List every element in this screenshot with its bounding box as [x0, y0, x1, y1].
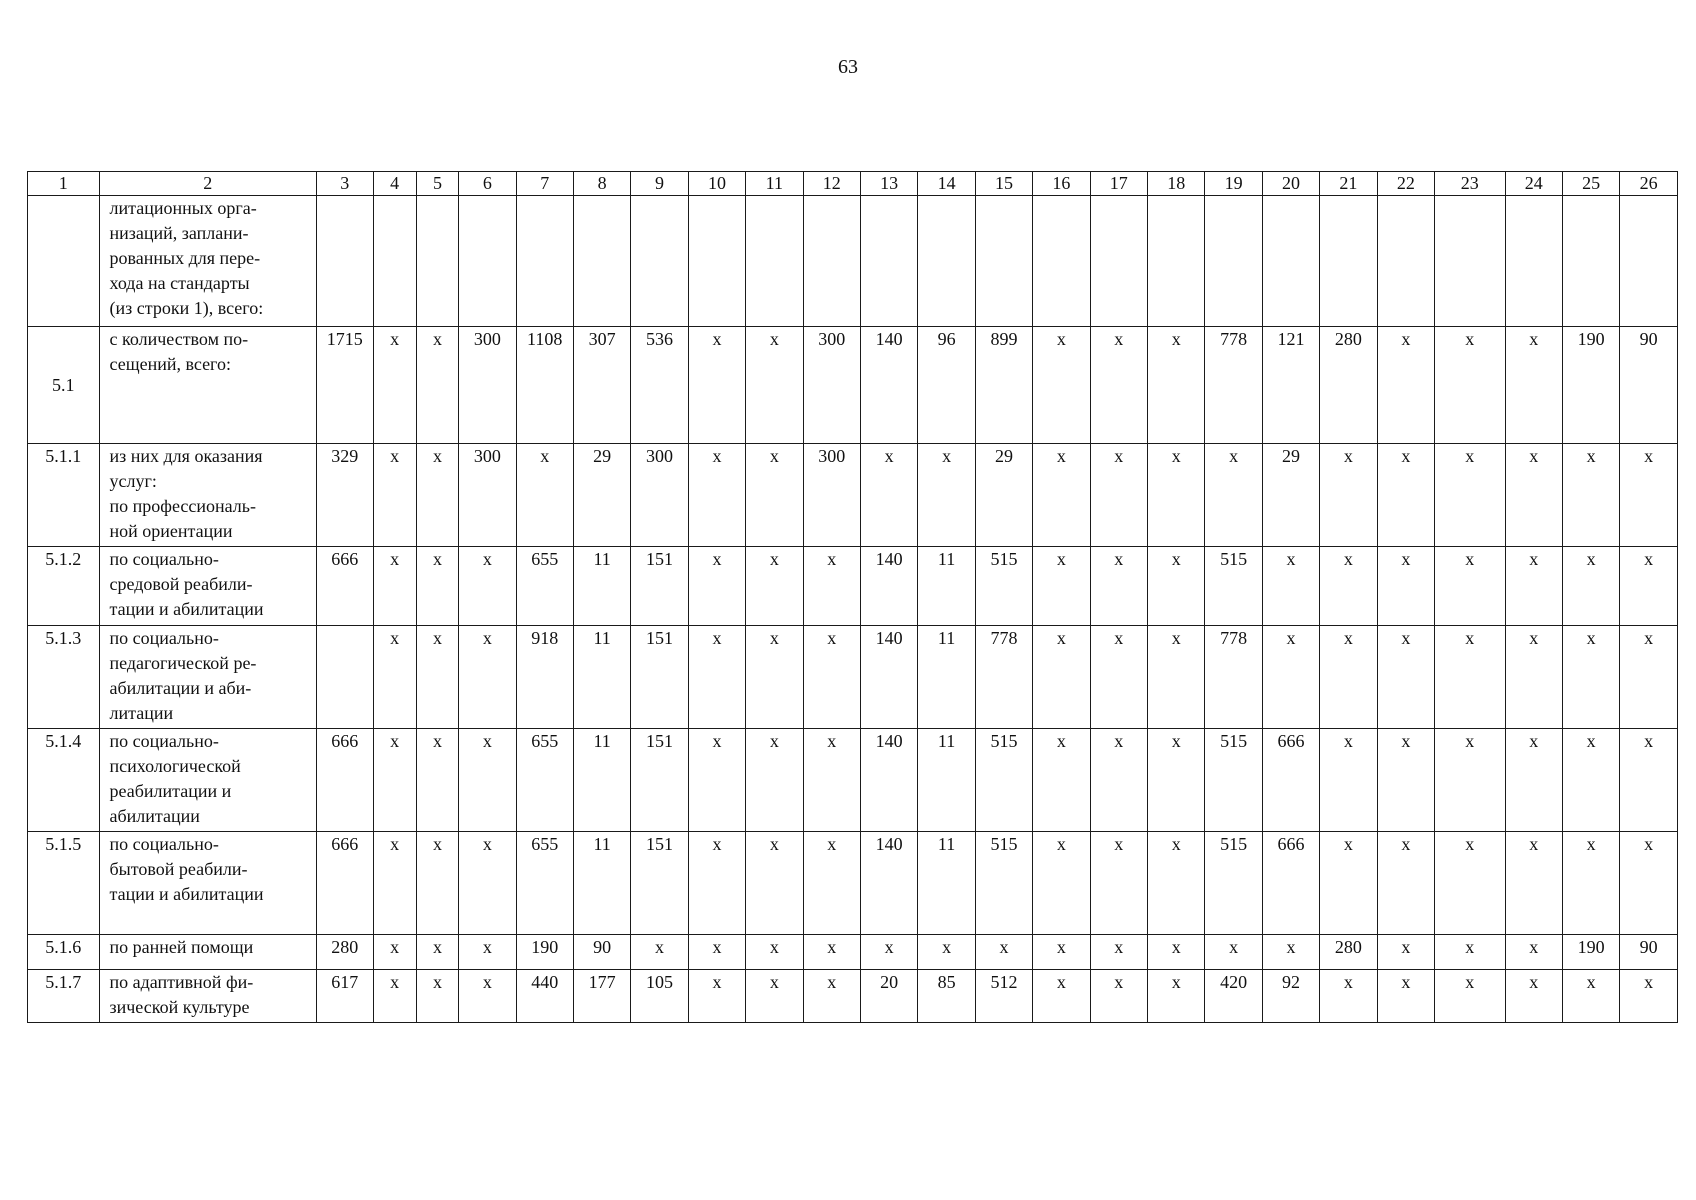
table-cell: х [1033, 970, 1090, 1023]
table-cell: х [746, 832, 803, 935]
table-cell: х [1620, 970, 1678, 1023]
row-number: 5.1.7 [28, 970, 100, 1023]
table-cell: х [1435, 729, 1506, 832]
table-cell: х [1090, 832, 1147, 935]
table-cell: 11 [918, 547, 975, 626]
table-cell: 1108 [516, 327, 573, 444]
table-cell: 617 [317, 970, 373, 1023]
table-cell [688, 196, 745, 327]
table-row [28, 832, 1678, 935]
table-cell [1033, 196, 1090, 327]
table-cell: х [1320, 729, 1377, 832]
table-cell: х [1505, 832, 1562, 935]
table-row [28, 970, 1678, 1023]
table-cell: х [1505, 327, 1562, 444]
row-description: по социально- психологической реабилитации и абилитации [99, 729, 317, 832]
table-cell: 20 [860, 970, 917, 1023]
table-cell: х [1090, 729, 1147, 832]
table-cell: 140 [860, 547, 917, 626]
table-cell: 190 [1562, 935, 1619, 970]
table-cell: х [1320, 970, 1377, 1023]
table-cell: х [1147, 547, 1204, 626]
table-cell: 140 [860, 626, 917, 729]
table-cell: 515 [975, 729, 1032, 832]
table-cell: х [1147, 832, 1204, 935]
table-cell: х [1620, 832, 1678, 935]
table-cell [860, 196, 917, 327]
table-cell: х [688, 547, 745, 626]
table-cell: х [373, 970, 416, 1023]
row-description: по ранней помощи [99, 935, 317, 970]
table-cell: 90 [1620, 935, 1678, 970]
table-cell: х [1620, 444, 1678, 547]
table-cell: х [746, 970, 803, 1023]
table-cell: х [1377, 970, 1434, 1023]
table-cell: 11 [918, 626, 975, 729]
column-header-9: 9 [631, 172, 688, 196]
table-cell: х [803, 626, 860, 729]
table-cell [746, 196, 803, 327]
table-cell: х [1377, 729, 1434, 832]
table-cell: х [631, 935, 688, 970]
table-cell: х [688, 832, 745, 935]
table-cell: 440 [516, 970, 573, 1023]
table-cell: 515 [1205, 547, 1262, 626]
table-cell: 515 [1205, 729, 1262, 832]
table-cell: 307 [573, 327, 630, 444]
table-cell: х [416, 729, 458, 832]
table-cell: 90 [1620, 327, 1678, 444]
table-cell: 655 [516, 832, 573, 935]
table-row [28, 196, 1678, 327]
table-cell [1620, 196, 1678, 327]
table-cell: х [1090, 935, 1147, 970]
table-cell [1090, 196, 1147, 327]
table-cell [1147, 196, 1204, 327]
table-cell [373, 196, 416, 327]
table-cell: х [1090, 444, 1147, 547]
table-cell: 121 [1262, 327, 1319, 444]
table-cell: х [688, 729, 745, 832]
table-cell: 29 [975, 444, 1032, 547]
table-cell: х [1147, 444, 1204, 547]
table-cell: 151 [631, 626, 688, 729]
table-cell: 151 [631, 547, 688, 626]
table-cell: х [1377, 832, 1434, 935]
table-header-row [28, 172, 1678, 196]
table-cell: х [1377, 327, 1434, 444]
table-cell: 96 [918, 327, 975, 444]
statistics-table [27, 171, 1678, 1023]
table-cell: 300 [459, 327, 516, 444]
table-cell: х [1033, 729, 1090, 832]
table-cell: х [688, 935, 745, 970]
table-cell: 918 [516, 626, 573, 729]
table-cell: х [1377, 935, 1434, 970]
table-cell: 778 [1205, 626, 1262, 729]
table-cell: х [746, 444, 803, 547]
table-cell: 11 [573, 729, 630, 832]
table-cell: х [1435, 970, 1506, 1023]
table-cell: х [1205, 444, 1262, 547]
table-cell: х [516, 444, 573, 547]
column-header-24: 24 [1505, 172, 1562, 196]
table-cell: х [1435, 444, 1506, 547]
table-cell: х [373, 729, 416, 832]
table-cell: 190 [516, 935, 573, 970]
table-cell: х [459, 832, 516, 935]
table-cell: 29 [1262, 444, 1319, 547]
table-cell: х [1320, 832, 1377, 935]
page-number: 63 [838, 56, 858, 78]
table-cell: х [1505, 444, 1562, 547]
table-cell: 300 [803, 327, 860, 444]
column-header-6: 6 [459, 172, 516, 196]
column-header-11: 11 [746, 172, 803, 196]
table-cell: 140 [860, 729, 917, 832]
column-header-20: 20 [1262, 172, 1319, 196]
table-cell: х [1562, 729, 1619, 832]
table-cell: х [373, 626, 416, 729]
table-cell: 85 [918, 970, 975, 1023]
table-cell: х [1562, 444, 1619, 547]
table-cell: х [918, 444, 975, 547]
table-cell: 140 [860, 327, 917, 444]
table-cell: 778 [975, 626, 1032, 729]
table-cell: х [746, 327, 803, 444]
table-cell: х [1033, 444, 1090, 547]
table-cell: 300 [631, 444, 688, 547]
table-cell: х [803, 832, 860, 935]
column-header-16: 16 [1033, 172, 1090, 196]
table-cell: 190 [1562, 327, 1619, 444]
table-cell [631, 196, 688, 327]
table-cell: х [918, 935, 975, 970]
table-cell [1320, 196, 1377, 327]
table-cell: х [1033, 935, 1090, 970]
table-cell [317, 196, 373, 327]
table-cell: х [1147, 729, 1204, 832]
table-cell: х [1562, 832, 1619, 935]
table-cell: х [1320, 444, 1377, 547]
table-cell [1205, 196, 1262, 327]
table-cell: х [1033, 832, 1090, 935]
table-cell: х [746, 547, 803, 626]
table-cell: х [1620, 626, 1678, 729]
column-header-17: 17 [1090, 172, 1147, 196]
table-cell: х [373, 444, 416, 547]
table-cell: 420 [1205, 970, 1262, 1023]
table-cell: х [1505, 935, 1562, 970]
table-cell: х [1262, 935, 1319, 970]
column-header-15: 15 [975, 172, 1032, 196]
table-cell: 515 [1205, 832, 1262, 935]
column-header-22: 22 [1377, 172, 1434, 196]
table-cell: х [1033, 547, 1090, 626]
table-cell: х [860, 935, 917, 970]
table-cell: х [1147, 935, 1204, 970]
table-cell: х [373, 832, 416, 935]
table-cell: х [1320, 547, 1377, 626]
table-row [28, 935, 1678, 970]
column-header-4: 4 [373, 172, 416, 196]
table-cell: 11 [918, 832, 975, 935]
table-cell [1377, 196, 1434, 327]
table-cell: х [1205, 935, 1262, 970]
table-cell: 280 [317, 935, 373, 970]
table-cell: х [1562, 547, 1619, 626]
table-cell: х [1090, 626, 1147, 729]
table-cell: х [1505, 626, 1562, 729]
table-cell: 280 [1320, 935, 1377, 970]
table-cell: 515 [975, 547, 1032, 626]
table-cell: 666 [1262, 729, 1319, 832]
table-cell: 151 [631, 729, 688, 832]
column-header-23: 23 [1435, 172, 1506, 196]
table-cell: 666 [317, 729, 373, 832]
table-cell: 11 [573, 547, 630, 626]
column-header-3: 3 [317, 172, 373, 196]
table-cell: х [459, 547, 516, 626]
row-description: из них для оказания услуг: по профессиональ- ной ориентации [99, 444, 317, 547]
table-cell: 92 [1262, 970, 1319, 1023]
table-cell: 899 [975, 327, 1032, 444]
table-cell: 11 [918, 729, 975, 832]
table-cell: х [1033, 626, 1090, 729]
table-cell: х [1562, 970, 1619, 1023]
table-cell: 300 [803, 444, 860, 547]
table-cell: х [373, 327, 416, 444]
table-cell: х [746, 729, 803, 832]
table-cell: х [459, 626, 516, 729]
table-cell: х [803, 970, 860, 1023]
row-description: по социально- бытовой реабили- тации и абилитации [99, 832, 317, 935]
table-cell: 1715 [317, 327, 373, 444]
table-cell [1562, 196, 1619, 327]
table-cell: х [688, 626, 745, 729]
table-cell [1435, 196, 1506, 327]
table-cell [317, 626, 373, 729]
row-number: 5.1.5 [28, 832, 100, 935]
row-description: литационных орга- низаций, заплани- рованных для пере- хода на стандарты (из строки 1), всего: [99, 196, 317, 327]
table-cell: х [1435, 832, 1506, 935]
table-cell [516, 196, 573, 327]
table-cell: х [1620, 729, 1678, 832]
table-cell: 778 [1205, 327, 1262, 444]
table-cell: х [373, 547, 416, 626]
table-cell: 515 [975, 832, 1032, 935]
table-cell: х [416, 970, 458, 1023]
table-cell: х [1147, 327, 1204, 444]
column-header-12: 12 [803, 172, 860, 196]
table-cell: 140 [860, 832, 917, 935]
table-cell: х [1147, 626, 1204, 729]
table-cell: х [373, 935, 416, 970]
table-cell: х [688, 327, 745, 444]
table-cell: 300 [459, 444, 516, 547]
table-cell: 329 [317, 444, 373, 547]
table-row [28, 729, 1678, 832]
table-cell: х [1090, 547, 1147, 626]
column-header-14: 14 [918, 172, 975, 196]
table-cell: 11 [573, 626, 630, 729]
row-description: по социально- средовой реабили- тации и абилитации [99, 547, 317, 626]
row-number: 5.1 [28, 327, 100, 444]
table-cell: х [416, 547, 458, 626]
table-cell: х [416, 832, 458, 935]
table-cell: х [416, 327, 458, 444]
table-cell: х [803, 729, 860, 832]
table-row [28, 444, 1678, 547]
column-header-26: 26 [1620, 172, 1678, 196]
table-cell: 280 [1320, 327, 1377, 444]
table-cell: х [1033, 327, 1090, 444]
table-cell: х [1377, 547, 1434, 626]
table-cell: 29 [573, 444, 630, 547]
table-cell: х [416, 935, 458, 970]
table-cell [1505, 196, 1562, 327]
table-cell: х [1262, 626, 1319, 729]
table-cell: х [1377, 626, 1434, 729]
row-number: 5.1.1 [28, 444, 100, 547]
table-cell: 105 [631, 970, 688, 1023]
row-description: с количеством по- сещений, всего: [99, 327, 317, 444]
table-cell: х [1435, 327, 1506, 444]
table-cell: х [1090, 970, 1147, 1023]
row-number [28, 196, 100, 327]
table-row [28, 327, 1678, 444]
table-cell: 151 [631, 832, 688, 935]
table-cell: 666 [317, 547, 373, 626]
table-cell: 666 [317, 832, 373, 935]
column-header-1: 1 [28, 172, 100, 196]
table-cell: х [459, 970, 516, 1023]
table-cell [803, 196, 860, 327]
column-header-5: 5 [416, 172, 458, 196]
table-cell: х [416, 626, 458, 729]
table-cell: х [688, 970, 745, 1023]
row-description: по адаптивной фи- зической культуре [99, 970, 317, 1023]
table-cell [416, 196, 458, 327]
table-cell: х [746, 935, 803, 970]
table-cell: х [1505, 729, 1562, 832]
column-header-18: 18 [1147, 172, 1204, 196]
table-cell: х [860, 444, 917, 547]
table-cell: х [1262, 547, 1319, 626]
column-header-21: 21 [1320, 172, 1377, 196]
column-header-10: 10 [688, 172, 745, 196]
table-cell: х [1147, 970, 1204, 1023]
table-cell: 11 [573, 832, 630, 935]
table-cell: х [1435, 935, 1506, 970]
table-cell [459, 196, 516, 327]
table-cell: х [1377, 444, 1434, 547]
table-cell: х [1090, 327, 1147, 444]
table-cell [573, 196, 630, 327]
table-cell: 90 [573, 935, 630, 970]
table-row [28, 626, 1678, 729]
table-cell: х [975, 935, 1032, 970]
table-cell: 177 [573, 970, 630, 1023]
table-cell: х [1435, 547, 1506, 626]
table-cell: х [1505, 970, 1562, 1023]
table-cell: х [688, 444, 745, 547]
row-description: по социально- педагогической ре- абилитации и аби- литации [99, 626, 317, 729]
table-row [28, 547, 1678, 626]
row-number: 5.1.3 [28, 626, 100, 729]
row-number: 5.1.2 [28, 547, 100, 626]
table-cell: х [416, 444, 458, 547]
table-cell: 655 [516, 729, 573, 832]
column-header-8: 8 [573, 172, 630, 196]
table-cell: х [1620, 547, 1678, 626]
table-cell: х [459, 729, 516, 832]
column-header-7: 7 [516, 172, 573, 196]
column-header-2: 2 [99, 172, 317, 196]
table-cell: 536 [631, 327, 688, 444]
table-cell: х [459, 935, 516, 970]
table-cell: х [1505, 547, 1562, 626]
row-number: 5.1.4 [28, 729, 100, 832]
table-cell [1262, 196, 1319, 327]
table-cell: 655 [516, 547, 573, 626]
table-cell [975, 196, 1032, 327]
table-cell: х [803, 935, 860, 970]
column-header-13: 13 [860, 172, 917, 196]
table-cell: х [1562, 626, 1619, 729]
table-cell: 512 [975, 970, 1032, 1023]
column-header-19: 19 [1205, 172, 1262, 196]
row-number: 5.1.6 [28, 935, 100, 970]
table-cell [918, 196, 975, 327]
column-header-25: 25 [1562, 172, 1619, 196]
table-cell: х [803, 547, 860, 626]
table-cell: х [746, 626, 803, 729]
table-cell: х [1320, 626, 1377, 729]
table-cell: 666 [1262, 832, 1319, 935]
table-cell: х [1435, 626, 1506, 729]
